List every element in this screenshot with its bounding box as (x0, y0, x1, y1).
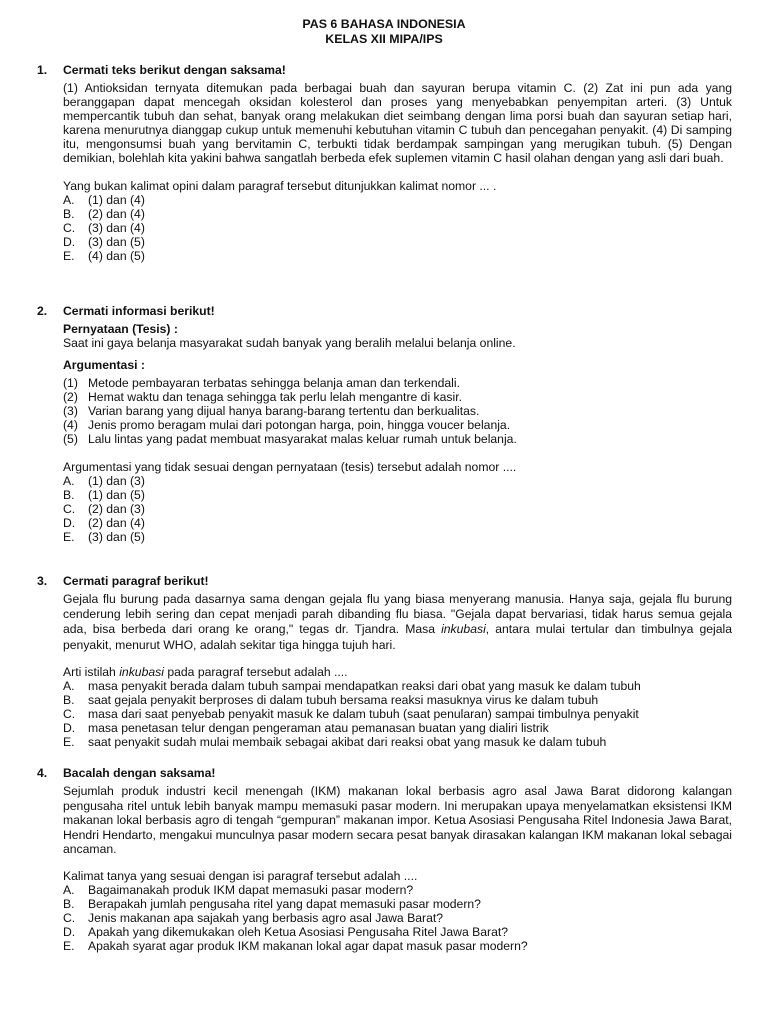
question-prompt: Argumentasi yang tidak sesuai dengan pernyataan (tesis) tersebut adalah nomor .... (63, 460, 517, 474)
question-1 (37, 63, 737, 263)
question-number: 4. (37, 766, 48, 780)
italic-term: inkubasi (441, 622, 486, 637)
thesis-text: Saat ini gaya belanja masyarakat sudah banyak yang beralih melalui belanja online. (63, 336, 516, 350)
answer-option-a[interactable]: A. masa penyakit berada dalam tubuh sampai mendapatkan reaksi dari obat yang masuk ke dalam tubuh (63, 678, 641, 693)
question-passage: Gejala flu burung pada dasarnya sama dengan gejala flu yang biasa menyerang manusia. Hanya saja, gejala flu burung cenderung lebih sering dan cepat menjadi parah dibanding flu biasa. "Gejala dapat bervariasi, tidak harus semua gejala ada, bisa berbeda dari orang ke orang," tegas dr. Tjandra. Masa inkubasi, antara mulai tertular dan timbulnya gejala penyakit, menurut WHO, adalah sekitar tiga hingga tujuh hari. (63, 592, 732, 652)
question-prompt: Arti istilah inkubasi pada paragraf tersebut adalah .... (63, 664, 348, 679)
arguments-label: Argumentasi : (63, 358, 145, 372)
question-title: Bacalah dengan saksama! (63, 766, 216, 780)
question-title: Cermati informasi berikut! (63, 304, 215, 318)
exam-title: PAS 6 BAHASA INDONESIA (302, 17, 466, 31)
question-passage: (1) Antioksidan ternyata ditemukan pada berbagai buah dan sayuran berupa vitamin C. (2) Zat ini pun ada yang beranggapan dapat mencegah oksidan kolesterol dan proses yang menyebabkan penyempitan arteri. (3) Untuk mempercantik tubuh dan sehat, banyak orang melakukan diet seimbang dengan lima porsi buah dan sayuran setiap hari, karena menurutnya dianggap cukup untuk memenuhi kebutuhan vitamin C tubuh dan pencegahan penyakit. (4) Di samping itu, mengonsumsi buah yang bervitamin C, terbukti tidak berdampak sampingan yang merugikan tubuh. (5) Dengan demikian, bolehlah kita yakini bahwa sangatlah berbeda efek suplemen vitamin C hasil olahan dengan yang asli dari buah. (63, 81, 732, 165)
question-prompt: Yang bukan kalimat opini dalam paragraf tersebut ditunjukkan kalimat nomor ... . (63, 179, 497, 193)
question-number: 3. (37, 574, 48, 588)
argument-item: (5) Lalu lintas yang padat membuat masyarakat malas keluar rumah untuk belanja. (63, 432, 517, 446)
question-prompt: Kalimat tanya yang sesuai dengan isi paragraf tersebut adalah .... (63, 868, 418, 883)
exam-class: KELAS XII MIPA/IPS (325, 32, 443, 46)
answer-option-b[interactable]: B. Berapakah jumlah pengusaha ritel yang dapat memasuki pasar modern? (63, 896, 481, 911)
answer-option-b[interactable]: B. (2) dan (4) (63, 207, 145, 221)
answer-options (63, 193, 732, 263)
answer-option-c[interactable]: C. (2) dan (3) (63, 502, 145, 516)
question-passage: Sejumlah produk industri kecil menengah (IKM) makanan lokal berbasis agro asal Jawa Barat didorong kalangan pengusaha ritel untuk lebih banyak mampu memasuki pasar modern. Ini merupakan upaya menyelamatkan eksistensi IKM makanan lokal berbasis agro di tengah “gempuran” makanan impor. Ketua Asosiasi Pengusaha Ritel Indonesia Jawa Barat, Hendri Hendarto, mengakui munculnya pasar modern secara pesat banyak dirasakan kalangan IKM makanan lokal sebagai ancaman. (63, 784, 732, 857)
question-4 (37, 766, 737, 953)
answer-option-b[interactable]: B. saat gejala penyakit berproses di dalam tubuh bersama reaksi masuknya virus ke dalam tubuh (63, 692, 599, 707)
question-number: 1. (37, 63, 48, 77)
answer-option-e[interactable]: E. (3) dan (5) (63, 530, 145, 544)
italic-term: inkubasi (119, 664, 164, 679)
answer-option-a[interactable]: A. (1) dan (3) (63, 474, 145, 488)
thesis-label: Pernyataan (Tesis) : (63, 322, 178, 336)
argument-item: (1) Metode pembayaran terbatas sehingga belanja aman dan terkendali. (63, 376, 460, 390)
question-number: 2. (37, 304, 48, 318)
answer-option-e[interactable]: E. (4) dan (5) (63, 249, 145, 263)
answer-option-c[interactable]: C. Jenis makanan apa sajakah yang berbasis agro asal Jawa Barat? (63, 910, 444, 925)
answer-option-d[interactable]: D. masa penetasan telur dengan pengeraman atau pemanasan buatan yang dialiri listrik (63, 720, 549, 735)
question-3 (37, 574, 737, 749)
argument-item: (3) Varian barang yang dijual hanya barang-barang tertentu dan berkualitas. (63, 404, 480, 418)
answer-option-d[interactable]: D. (2) dan (4) (63, 516, 145, 530)
answer-option-c[interactable]: C. masa dari saat penyebab penyakit masuk ke dalam tubuh (saat penularan) sampai timbulnya penyakit (63, 706, 639, 721)
answer-option-b[interactable]: B. (1) dan (5) (63, 488, 145, 502)
argument-item: (4) Jenis promo beragam mulai dari potongan harga, poin, hingga voucer belanja. (63, 418, 511, 432)
answer-options (63, 679, 732, 749)
answer-option-e[interactable]: E. Apakah syarat agar produk IKM makanan lokal agar dapat masuk pasar modern? (63, 938, 528, 953)
question-2 (37, 304, 737, 544)
answer-option-a[interactable]: A. (1) dan (4) (63, 193, 145, 207)
argument-list (63, 376, 732, 446)
question-title: Cermati teks berikut dengan saksama! (63, 63, 286, 77)
question-title: Cermati paragraf berikut! (63, 574, 209, 588)
answer-option-a[interactable]: A. Bagaimanakah produk IKM dapat memasuki pasar modern? (63, 882, 414, 897)
answer-option-e[interactable]: E. saat penyakit sudah mulai membaik sebagai akibat dari reaksi obat yang masuk ke dalam tubuh (63, 734, 607, 749)
answer-option-d[interactable]: D. Apakah yang dikemukakan oleh Ketua Asosiasi Pengusaha Ritel Jawa Barat? (63, 924, 509, 939)
answer-options (63, 474, 732, 544)
answer-option-c[interactable]: C. (3) dan (4) (63, 221, 145, 235)
argument-item: (2) Hemat waktu dan tenaga sehingga tak perlu lelah mengantre di kasir. (63, 390, 462, 404)
answer-option-d[interactable]: D. (3) dan (5) (63, 235, 145, 249)
document-header (0, 0, 768, 47)
answer-options (63, 883, 732, 953)
